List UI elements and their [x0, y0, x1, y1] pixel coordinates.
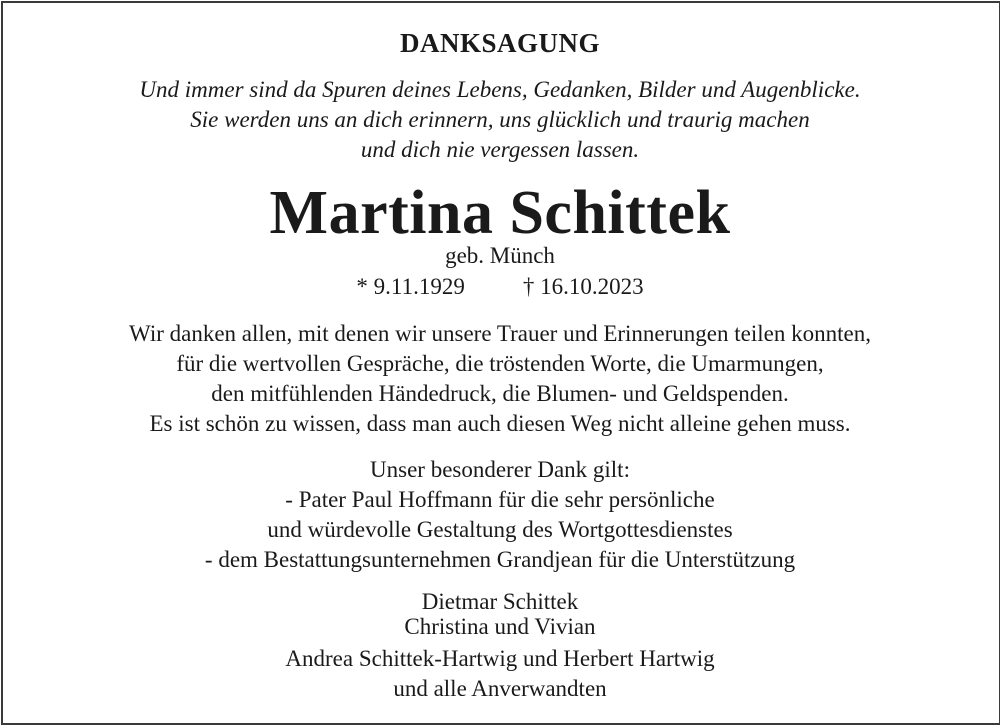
- signature-line-4: und alle Anverwandten: [393, 676, 607, 701]
- notice-title: DANKSAGUNG: [399, 28, 600, 58]
- signature-line-1: Dietmar Schittek: [421, 589, 579, 614]
- verse-line-3: und dich nie vergessen lassen.: [360, 137, 640, 162]
- thanks-line-3: den mitfühlenden Händedruck, die Blumen- und Geldspenden.: [211, 381, 789, 406]
- maiden-name: geb. Münch: [445, 243, 555, 268]
- special-thanks-line-2: - Pater Paul Hoffmann für die sehr persönliche: [285, 487, 715, 512]
- thanks-line-4: Es ist schön zu wissen, dass man auch diesen Weg nicht alleine gehen muss.: [149, 411, 851, 436]
- thanks-line-1: Wir danken allen, mit denen wir unsere Trauer und Erinnerungen teilen konnten,: [129, 321, 871, 346]
- birth-date: * 9.11.1929: [356, 274, 465, 299]
- deceased-name: Martina Schittek: [269, 179, 731, 247]
- signature-line-2: Christina und Vivian: [404, 614, 596, 639]
- thanks-line-2: für die wertvollen Gespräche, die tröstenden Worte, die Umarmungen,: [176, 351, 824, 376]
- special-thanks-line-4: - dem Bestattungsunternehmen Grandjean für die Unterstützung: [204, 547, 796, 572]
- life-dates: [0, 274, 1000, 300]
- death-date: † 16.10.2023: [522, 274, 644, 299]
- signature-line-3: Andrea Schittek-Hartwig und Herbert Hartwig: [285, 646, 715, 671]
- verse-line-2: Sie werden uns an dich erinnern, uns glücklich und traurig machen: [190, 107, 810, 132]
- special-thanks-line-3: und würdevolle Gestaltung des Wortgottesdienstes: [267, 517, 733, 542]
- special-thanks-line-1: Unser besonderer Dank gilt:: [370, 457, 630, 482]
- verse-line-1: Und immer sind da Spuren deines Lebens, Gedanken, Bilder und Augenblicke.: [139, 77, 861, 102]
